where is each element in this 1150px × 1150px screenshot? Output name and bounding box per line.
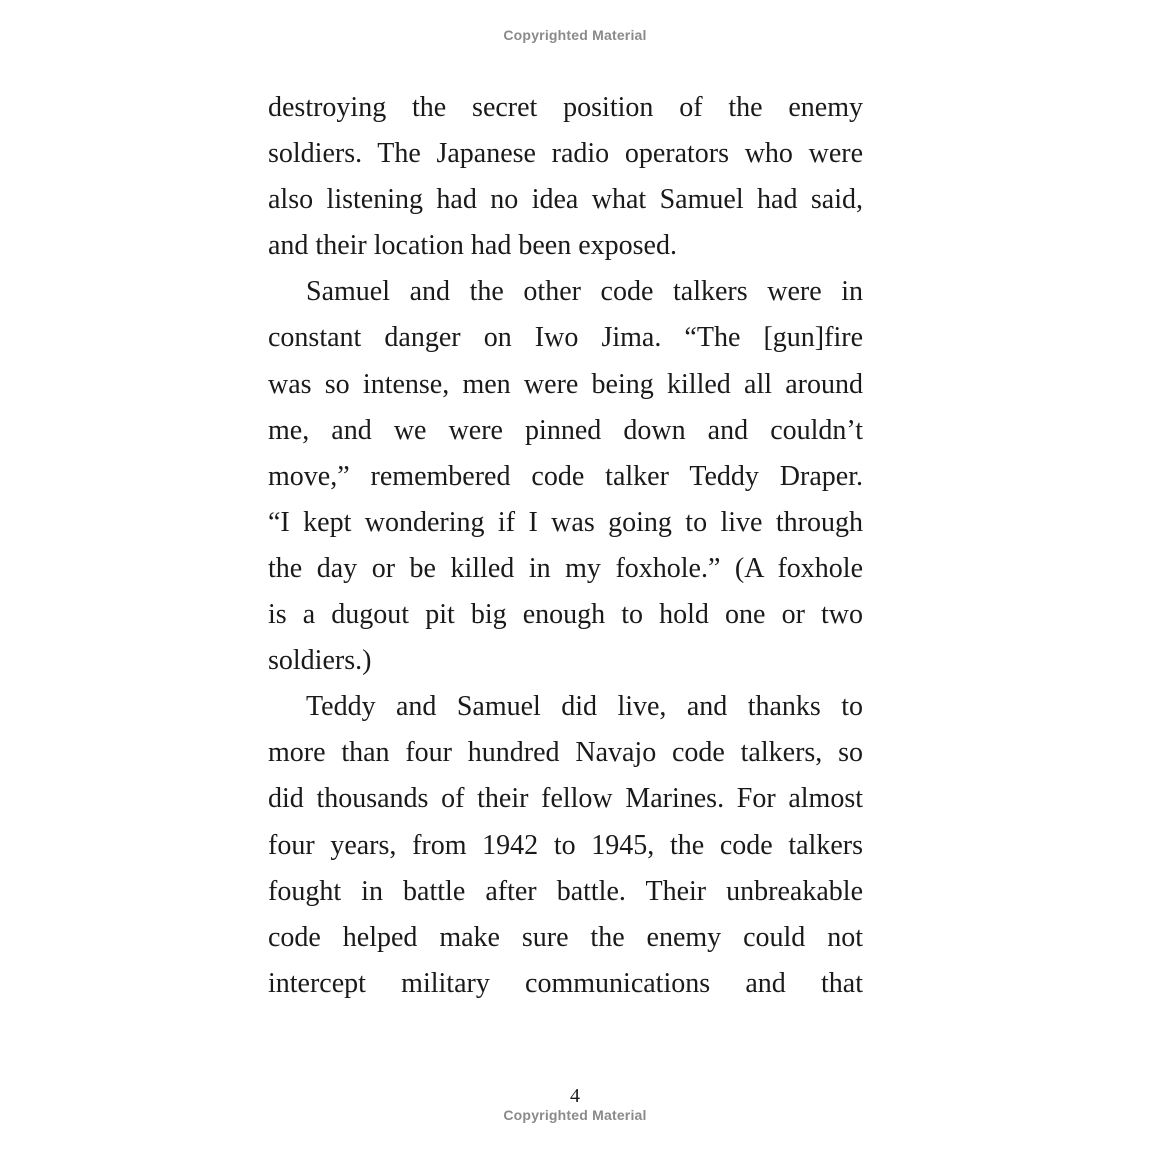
text-line: also listening had no idea what Samuel had said, — [268, 184, 863, 216]
text-line: soldiers.) — [268, 645, 372, 677]
text-line: move,” remembered code talker Teddy Draper. — [268, 460, 863, 492]
text-line: intercept military communications and that — [268, 967, 863, 999]
text-line: fought in battle after battle. Their unbreakable — [268, 875, 863, 907]
text-line: soldiers. The Japanese radio operators who were — [268, 138, 863, 170]
text-line: Teddy and Samuel did live, and thanks to — [306, 691, 863, 723]
text-line: more than four hundred Navajo code talkers, so — [268, 737, 863, 769]
text-line: Samuel and the other code talkers were in — [306, 276, 863, 308]
text-line: destroying the secret position of the enemy — [268, 92, 863, 123]
text-line: is a dugout pit big enough to hold one or two — [268, 599, 863, 631]
body-text — [268, 85, 863, 1007]
copyright-watermark-top: Copyrighted Material — [503, 27, 647, 43]
text-line: did thousands of their fellow Marines. For almost — [268, 783, 863, 815]
text-line: four years, from 1942 to 1945, the code talkers — [268, 829, 863, 861]
text-line: and their location had been exposed. — [268, 230, 677, 262]
text-line: constant danger on Iwo Jima. “The [gun]fire — [268, 322, 863, 354]
copyright-watermark-bottom: Copyrighted Material — [503, 1107, 647, 1123]
page-number: 4 — [570, 1085, 580, 1107]
text-line: the day or be killed in my foxhole.” (A foxhole — [268, 552, 863, 584]
text-line: me, and we were pinned down and couldn’t — [268, 414, 863, 446]
text-line: “I kept wondering if I was going to live through — [268, 506, 863, 538]
text-line: was so intense, men were being killed all around — [268, 368, 863, 400]
text-line: code helped make sure the enemy could not — [268, 921, 863, 953]
